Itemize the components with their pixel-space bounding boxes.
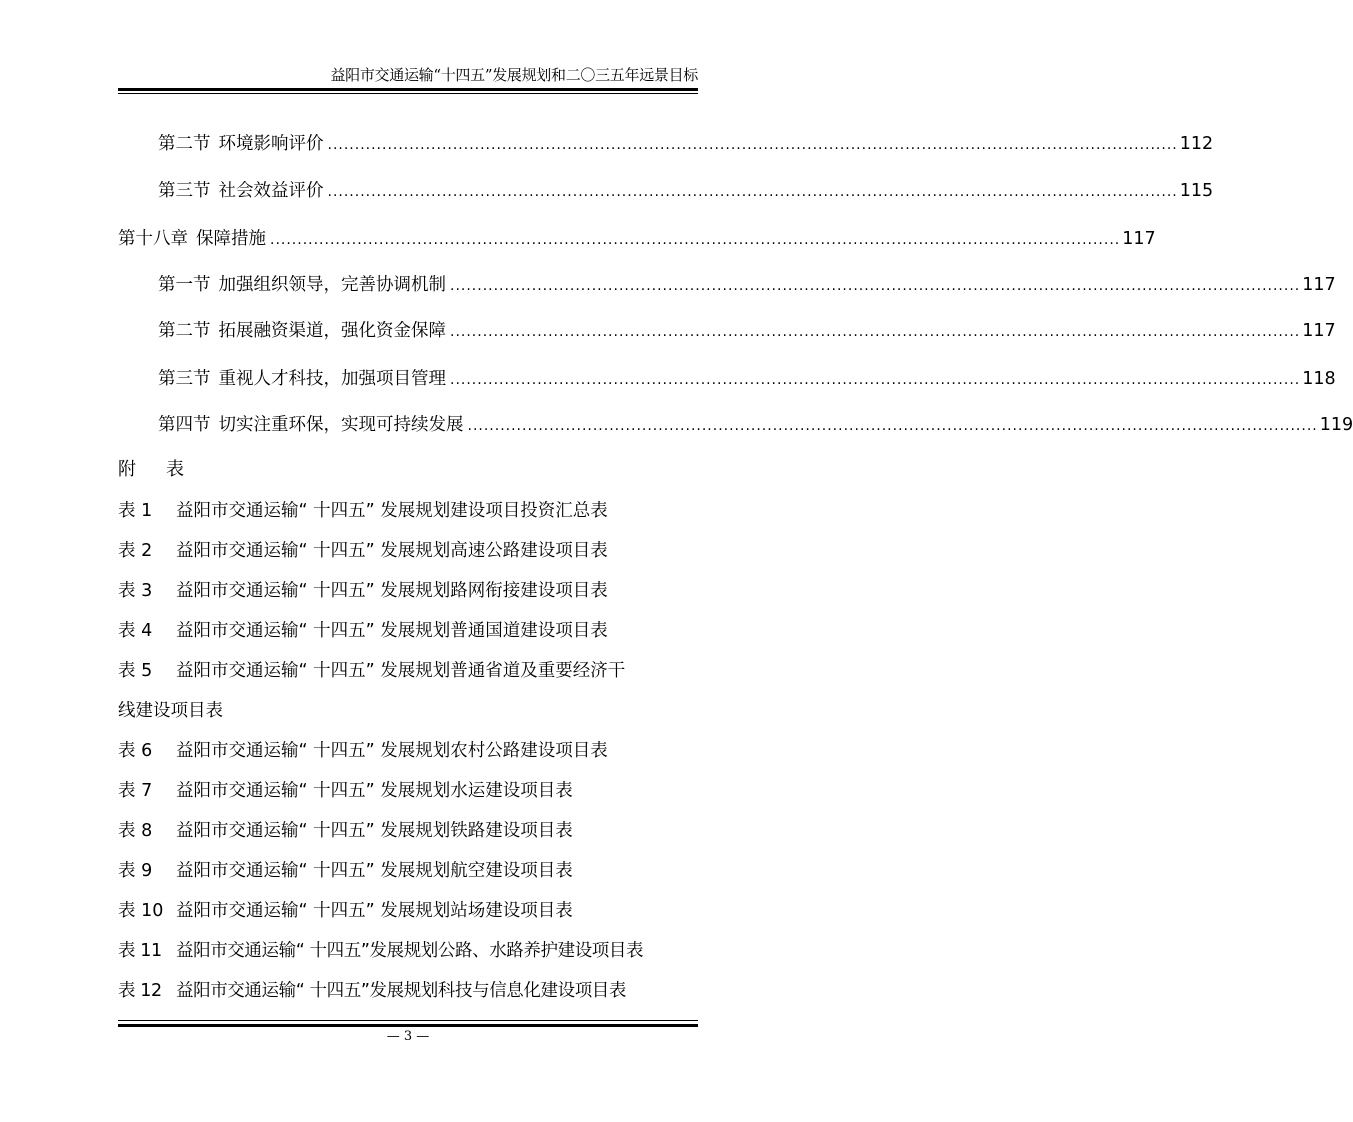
dot-leader: ............................................................................................................................................................ xyxy=(450,278,1301,294)
table-label: 表 7 xyxy=(118,781,153,801)
toc-number: 第一节 xyxy=(158,275,211,295)
table-label: 表 12 xyxy=(118,981,162,1001)
table-title: 益阳市交通运输“ 十四五” 发展规划水运建设项目表 xyxy=(176,781,573,801)
footer-rule-thick xyxy=(118,1024,698,1027)
toc-number: 第三节 xyxy=(158,181,211,201)
toc-row[interactable] xyxy=(158,316,1336,346)
appendix-heading-char: 表 xyxy=(166,459,184,480)
dot-leader: ............................................................................................................................................................ xyxy=(450,372,1301,388)
table-title: 益阳市交通运输“ 十四五” 发展规划航空建设项目表 xyxy=(176,861,573,881)
appendix-heading xyxy=(118,455,184,485)
toc-title: 保障措施 xyxy=(196,229,266,249)
dot-leader: ............................................................................................................................................................ xyxy=(327,137,1178,153)
table-label: 表 2 xyxy=(118,541,153,561)
toc-title: 环境影响评价 xyxy=(218,134,324,154)
toc-title: 切实注重环保，实现可持续发展 xyxy=(218,415,464,435)
toc-title: 社会效益评价 xyxy=(218,181,324,201)
toc-title: 重视人才科技，加强项目管理 xyxy=(218,369,446,389)
table-title: 益阳市交通运输“ 十四五” 发展规划高速公路建设项目表 xyxy=(176,541,608,561)
table-title: 益阳市交通运输“ 十四五” 发展规划建设项目投资汇总表 xyxy=(176,501,608,521)
table-label: 表 3 xyxy=(118,581,153,601)
page-number: — 3 — xyxy=(386,1029,430,1044)
toc-row[interactable] xyxy=(158,129,1214,159)
appendix-table-item[interactable] xyxy=(118,616,698,646)
toc-row[interactable] xyxy=(158,270,1336,300)
appendix-table-item[interactable] xyxy=(118,816,698,846)
table-label: 表 4 xyxy=(118,621,153,641)
table-title: 益阳市交通运输“ 十四五” 发展规划普通国道建设项目表 xyxy=(176,621,608,641)
toc-title: 拓展融资渠道，强化资金保障 xyxy=(218,321,446,341)
toc-page: 117 xyxy=(1302,275,1336,295)
toc-number: 第四节 xyxy=(158,415,211,435)
toc-number: 第十八章 xyxy=(118,229,188,249)
table-label: 表 10 xyxy=(118,901,164,921)
toc-number: 第二节 xyxy=(158,134,211,154)
dot-leader: ............................................................................................................................................................ xyxy=(270,232,1121,248)
toc-page: 119 xyxy=(1319,415,1353,435)
toc-page: 112 xyxy=(1179,134,1214,154)
toc-row[interactable] xyxy=(158,176,1214,206)
dot-leader: ............................................................................................................................................................ xyxy=(450,324,1301,340)
table-title: 益阳市交通运输“ 十四五” 发展规划农村公路建设项目表 xyxy=(176,741,608,761)
toc-row[interactable] xyxy=(118,224,1156,254)
table-title: 益阳市交通运输“ 十四五” 发展规划铁路建设项目表 xyxy=(176,821,573,841)
header-rule-thin xyxy=(118,93,698,94)
table-label: 表 11 xyxy=(118,941,162,961)
toc-title: 加强组织领导，完善协调机制 xyxy=(218,275,446,295)
toc-page: 117 xyxy=(1122,229,1156,249)
appendix-table-item[interactable] xyxy=(118,936,698,966)
dot-leader: ............................................................................................................................................................ xyxy=(327,184,1178,200)
appendix-table-item[interactable] xyxy=(118,976,698,1006)
toc-page: 117 xyxy=(1302,321,1336,341)
dot-leader: ............................................................................................................................................................ xyxy=(467,418,1318,434)
toc-page: 118 xyxy=(1302,369,1336,389)
toc-number: 第二节 xyxy=(158,321,211,341)
appendix-table-item[interactable] xyxy=(118,576,698,606)
table-title: 益阳市交通运输“ 十四五” 发展规划普通省道及重要经济干 xyxy=(176,661,626,681)
appendix-heading-char: 附 xyxy=(118,459,136,480)
appendix-table-item[interactable] xyxy=(118,736,698,766)
table-title-continuation: 线建设项目表 xyxy=(118,701,223,721)
table-title: 益阳市交通运输“ 十四五”发展规划公路、水路养护建设项目表 xyxy=(176,941,644,961)
table-label: 表 1 xyxy=(118,501,153,521)
appendix-table-item[interactable] xyxy=(118,536,698,566)
table-title: 益阳市交通运输“ 十四五”发展规划科技与信息化建设项目表 xyxy=(176,981,626,1001)
table-label: 表 9 xyxy=(118,861,153,881)
toc-number: 第三节 xyxy=(158,369,211,389)
header-rule-thick xyxy=(118,88,698,91)
appendix-table-item[interactable] xyxy=(118,856,698,886)
running-header: 益阳市交通运输“十四五”发展规划和二〇三五年远景目标 xyxy=(330,66,698,84)
table-label: 表 6 xyxy=(118,741,153,761)
toc-row[interactable] xyxy=(158,410,1353,440)
appendix-table-item[interactable] xyxy=(118,656,698,686)
appendix-table-item[interactable] xyxy=(118,776,698,806)
table-label: 表 8 xyxy=(118,821,153,841)
appendix-table-item[interactable] xyxy=(118,896,698,926)
table-label: 表 5 xyxy=(118,661,153,681)
table-title: 益阳市交通运输“ 十四五” 发展规划站场建设项目表 xyxy=(176,901,573,921)
table-title: 益阳市交通运输“ 十四五” 发展规划路网衔接建设项目表 xyxy=(176,581,608,601)
toc-row[interactable] xyxy=(158,364,1336,394)
toc-page: 115 xyxy=(1179,181,1214,201)
footer-rule-thin xyxy=(118,1020,698,1021)
appendix-table-item[interactable] xyxy=(118,496,698,526)
